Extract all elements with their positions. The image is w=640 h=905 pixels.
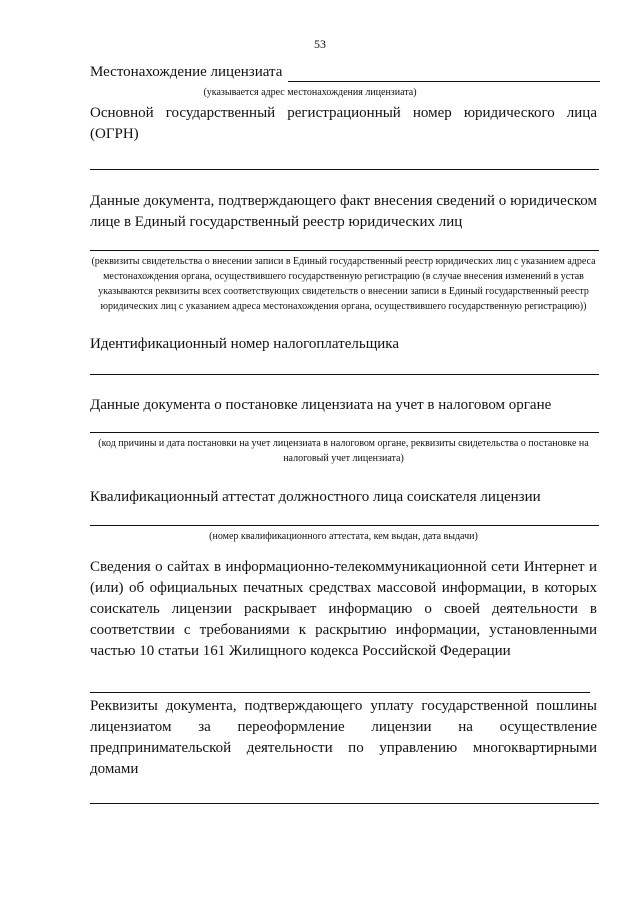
page-number: 53 [314,37,326,51]
location-caption: (указывается адрес местонахождения лицензиата) [203,87,417,98]
registry-caption: (реквизиты свидетельства о внесении записи в Единый государственный реестр юридических лиц с указанием адреса местонахождения органа, осуществившего государственную регистрацию (в случае внесения изменений в устав указываются реквизиты всех соответствующих свидетельств о внесении записи в Единый государственный реестр юридических лиц с указанием адреса местонахождения органа, осуществившего государственную регистрацию)) [91,256,596,312]
registry-label: Данные документа, подтверждающего факт внесения сведений о юридическом лице в Единый государственный реестр юридических лиц [90,193,597,230]
tax-caption: (код причины и дата постановки на учет лицензиата в налоговом органе, реквизиты свидетельства о постановке на налоговый учет лицензиата) [98,438,589,464]
tax-label: Данные документа о постановке лицензиата на учет в налоговом органе [90,397,552,413]
inn-label: Идентификационный номер налогоплательщика [90,336,400,352]
inn-field-line[interactable] [90,374,599,375]
registry-field-line[interactable] [90,250,599,251]
ogrn-label: Основной государственный регистрационный номер юридического лица (ОГРН) [90,105,597,142]
location-label: Местонахождение лицензиата [90,64,283,80]
tax-field-line[interactable] [90,432,599,433]
certificate-caption: (номер квалификационного аттестата, кем выдан, дата выдачи) [209,531,478,542]
location-field-line[interactable] [288,65,600,82]
ogrn-field-line[interactable] [90,169,599,170]
location-row [90,62,600,82]
certificate-field-line[interactable] [90,525,599,526]
duty-label: Реквизиты документа, подтверждающего уплату государственной пошлины лицензиатом за переоформление лицензии на осуществление предпринимательской деятельности по управлению многоквартирными домами [90,698,597,777]
duty-field-line[interactable] [90,803,599,804]
websites-field-line[interactable] [90,692,590,693]
license-form-page [90,62,597,804]
certificate-label: Квалификационный аттестат должностного лица соискателя лицензии [90,489,541,505]
websites-label: Сведения о сайтах в информационно-телекоммуникационной сети Интернет и (или) об официальных печатных средствах массовой информации, в которых соискатель лицензии раскрывает информацию о своей деятельности в соответствии с требованиями к раскрытию информации, установленными частью 10 статьи 161 Жилищного кодекса Российской Федерации [90,559,597,659]
